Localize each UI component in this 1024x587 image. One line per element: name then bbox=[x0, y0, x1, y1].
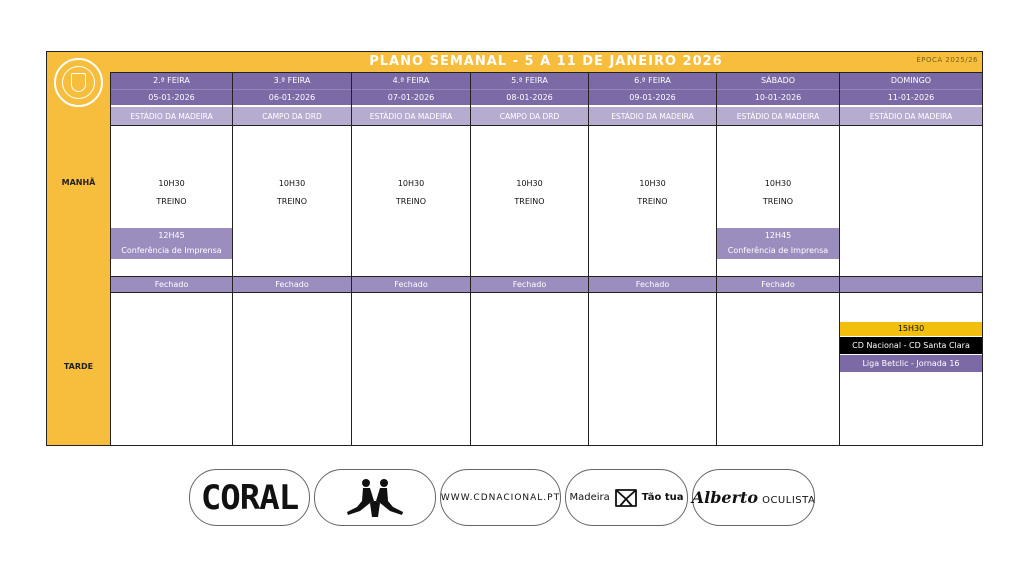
day-name: SÁBADO bbox=[717, 73, 839, 90]
day-column-wednesday bbox=[351, 73, 470, 445]
morning-label: MANHÃ bbox=[61, 178, 96, 187]
morning-activity: TREINO bbox=[637, 197, 668, 206]
day-column-friday bbox=[588, 73, 716, 445]
sponsor-madeira bbox=[565, 469, 688, 526]
day-date: 07-01-2026 bbox=[387, 93, 435, 102]
morning-activity: TREINO bbox=[762, 197, 794, 206]
day-name: 6.ª FEIRA bbox=[589, 73, 716, 90]
morning-activity: TREINO bbox=[514, 197, 545, 206]
club-crest-icon bbox=[54, 58, 103, 107]
sponsor-alberto bbox=[692, 469, 815, 526]
weekly-schedule bbox=[46, 51, 983, 446]
sponsor-coral bbox=[189, 469, 310, 526]
press-conference-block bbox=[717, 228, 839, 259]
afternoon-status: Fechado bbox=[717, 276, 839, 293]
match-time: 15H30 bbox=[840, 322, 982, 336]
period-column bbox=[47, 52, 110, 445]
morning-time: 10H30 bbox=[397, 179, 425, 188]
day-column-tuesday bbox=[232, 73, 351, 445]
afternoon-status: Fechado bbox=[233, 276, 351, 293]
day-date: 06-01-2026 bbox=[268, 93, 316, 102]
page-title: PLANO SEMANAL - 5 A 11 DE JANEIRO 2026 bbox=[369, 54, 723, 69]
day-header bbox=[717, 73, 839, 106]
venue-label: ESTÁDIO DA MADEIRA bbox=[111, 107, 232, 126]
day-column-saturday bbox=[716, 73, 839, 445]
day-column-sunday bbox=[839, 73, 982, 445]
press-conference-block bbox=[111, 228, 232, 259]
afternoon-separator bbox=[840, 276, 982, 293]
day-name: 5.ª FEIRA bbox=[471, 73, 588, 90]
madeira-logo bbox=[569, 487, 683, 509]
morning-time: 10H30 bbox=[764, 179, 792, 188]
day-column-thursday bbox=[470, 73, 588, 445]
alberto-logo bbox=[692, 488, 816, 507]
morning-activity: TREINO bbox=[156, 197, 187, 206]
match-league: Liga Betclic - Jornada 16 bbox=[840, 355, 982, 372]
day-date: 11-01-2026 bbox=[887, 93, 935, 102]
venue-label: ESTÁDIO DA MADEIRA bbox=[717, 107, 839, 126]
afternoon-status: Fechado bbox=[111, 276, 232, 293]
kappa-logo-icon bbox=[330, 477, 420, 519]
madeira-word: Madeira bbox=[569, 492, 610, 503]
press-label: Conferência de Imprensa bbox=[121, 246, 222, 255]
day-column-monday bbox=[110, 73, 232, 445]
venue-label: ESTÁDIO DA MADEIRA bbox=[589, 107, 716, 126]
day-header bbox=[589, 73, 716, 106]
day-header bbox=[471, 73, 588, 106]
press-label: Conferência de Imprensa bbox=[727, 246, 829, 255]
morning-time: 10H30 bbox=[278, 179, 306, 188]
day-name: 4.ª FEIRA bbox=[352, 73, 470, 90]
day-header bbox=[840, 73, 982, 106]
venue-label: ESTÁDIO DA MADEIRA bbox=[840, 107, 982, 126]
afternoon-status: Fechado bbox=[471, 276, 588, 293]
morning-activity: TREINO bbox=[395, 197, 427, 206]
alberto-word: Alberto bbox=[691, 488, 759, 507]
venue-label: CAMPO DA DRD bbox=[471, 107, 588, 126]
press-time: 12H45 bbox=[764, 231, 792, 240]
sponsor-website bbox=[440, 469, 561, 526]
morning-time: 10H30 bbox=[516, 179, 543, 188]
sponsor-kappa bbox=[314, 469, 436, 526]
madeira-tagline: Tão tua bbox=[641, 492, 684, 503]
coral-logo: CORAL bbox=[200, 477, 299, 518]
season-label: ÉPOCA 2025/26 bbox=[916, 56, 978, 64]
day-date: 09-01-2026 bbox=[629, 93, 676, 102]
afternoon-status: Fechado bbox=[352, 276, 470, 293]
oculista-word: OCULISTA bbox=[762, 495, 816, 506]
day-date: 05-01-2026 bbox=[148, 93, 195, 102]
day-date: 08-01-2026 bbox=[506, 93, 553, 102]
match-fixture: CD Nacional - CD Santa Clara bbox=[840, 337, 982, 354]
day-header bbox=[233, 73, 351, 106]
day-name: 3.ª FEIRA bbox=[233, 73, 351, 90]
morning-activity: TREINO bbox=[276, 197, 308, 206]
day-name: DOMINGO bbox=[840, 73, 982, 90]
day-name: 2.ª FEIRA bbox=[111, 73, 232, 90]
morning-time: 10H30 bbox=[639, 179, 666, 188]
afternoon-label: TARDE bbox=[63, 362, 94, 371]
morning-time: 10H30 bbox=[158, 179, 185, 188]
day-header bbox=[352, 73, 470, 106]
day-header bbox=[111, 73, 232, 106]
title-bar bbox=[110, 52, 982, 73]
afternoon-status: Fechado bbox=[589, 276, 716, 293]
website-text: WWW.CDNACIONAL.PT bbox=[440, 492, 561, 503]
press-time: 12H45 bbox=[158, 231, 185, 240]
venue-label: ESTÁDIO DA MADEIRA bbox=[352, 107, 470, 126]
venue-label: CAMPO DA DRD bbox=[233, 107, 351, 126]
day-date: 10-01-2026 bbox=[754, 93, 802, 102]
madeira-emblem-icon bbox=[614, 487, 638, 509]
